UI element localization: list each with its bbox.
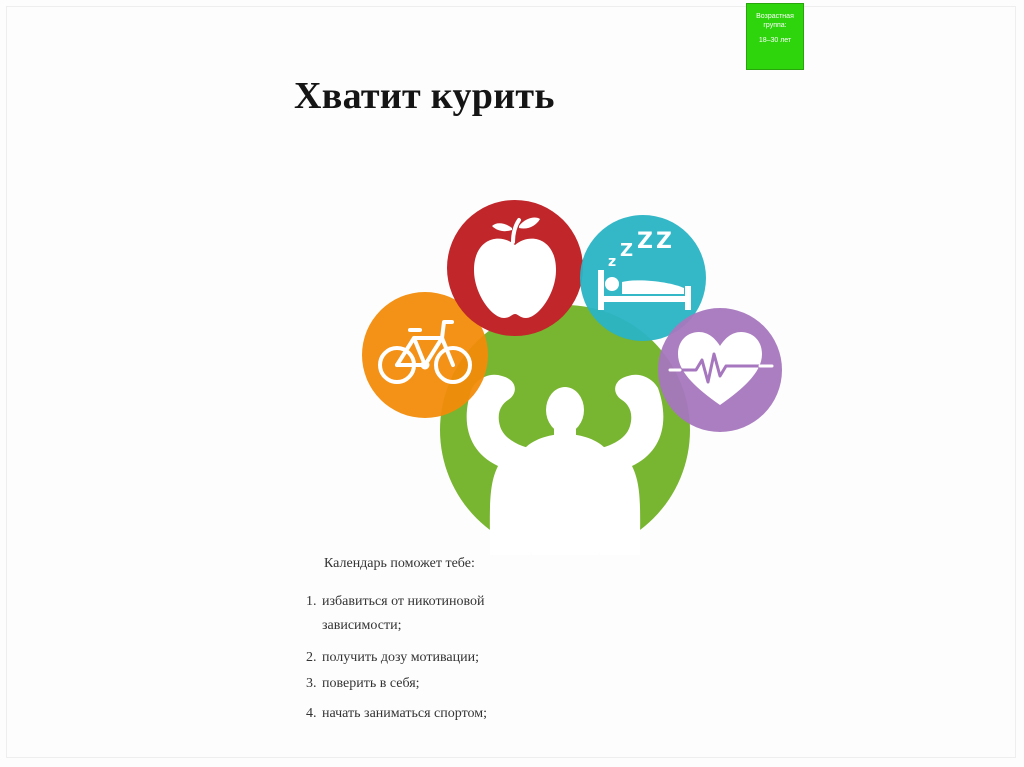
- list-item-text-continued: зависимости;: [322, 618, 402, 633]
- benefits-list: [300, 590, 600, 726]
- heart-circle: [658, 308, 782, 432]
- muscle-man-icon: [467, 375, 664, 555]
- age-badge-line-2: группа:: [763, 22, 787, 29]
- list-item: [300, 672, 600, 696]
- svg-text:Z: Z: [637, 229, 653, 254]
- svg-text:Z: Z: [620, 240, 634, 261]
- list-item-text: получить дозу мотивации;: [322, 650, 479, 665]
- age-group-badge: [746, 3, 804, 70]
- list-item-text: избавиться от никотиновой: [322, 594, 485, 609]
- page-title: Хватит курить: [294, 75, 555, 117]
- age-badge-range: 18–30 лет: [758, 37, 792, 44]
- list-item-number: 3.: [306, 676, 317, 691]
- list-item: [300, 646, 600, 670]
- apple-circle: [447, 200, 583, 336]
- benefits-intro: Календарь поможет тебе:: [324, 556, 475, 571]
- age-badge-line-1: Возрастная: [756, 13, 794, 20]
- svg-text:Z: Z: [656, 229, 672, 254]
- list-item-number: 4.: [306, 706, 317, 721]
- list-item-text: поверить в себя;: [322, 676, 420, 691]
- healthy-lifestyle-illustration: [340, 190, 800, 570]
- list-item-number: 1.: [306, 594, 317, 609]
- list-item: [300, 590, 600, 638]
- list-item-text: начать заниматься спортом;: [322, 706, 487, 721]
- svg-text:z: z: [608, 254, 617, 270]
- list-item: [300, 702, 600, 726]
- list-item-number: 2.: [306, 650, 317, 665]
